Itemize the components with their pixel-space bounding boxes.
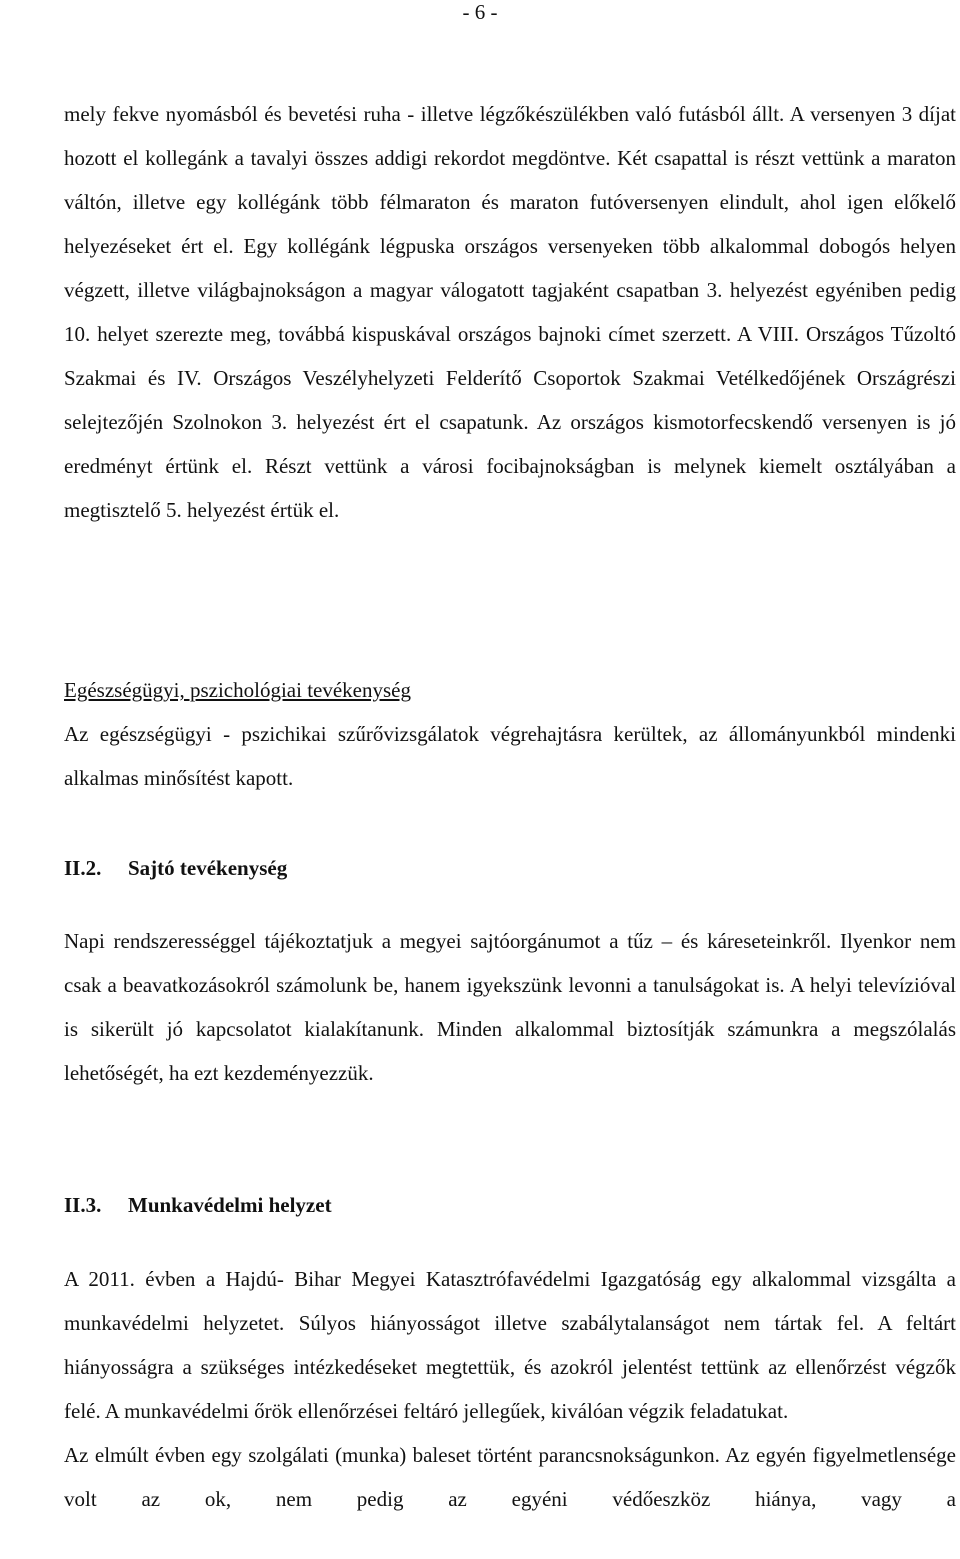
section-2-title: Sajtó tevékenység bbox=[128, 856, 288, 880]
safety-paragraph-1: A 2011. évben a Hajdú- Bihar Megyei Katasztrófavédelmi Igazgatóság egy alkalommal vizsgálta a munkavédelmi helyzetet. Súlyos hiányosságot illetve szabálytalanságot nem tártak fel. A feltárt hiányosságra a szükséges intézkedéseket megtettük, és azokról jelentést tettünk az ellenőrzést végzők felé. A munkavédelmi őrök ellenőrzései feltáró jellegűek, kiválóan végzik feladatukat. bbox=[64, 1267, 956, 1423]
safety-section bbox=[64, 1257, 956, 1521]
press-paragraph: Napi rendszerességgel tájékoztatjuk a megyei sajtóorgánumot a tűz – és káreseteinkről. Ilyenkor nem csak a beavatkozásokról számolunk be, hanem igyekszünk levonni a tanulságokat is. A helyi televízióval is sikerült jó kapcsolatot kialakítanunk. Minden alkalommal biztosítják számunkra a megszólalás lehetőségét, ha ezt kezdeményezzük. bbox=[64, 929, 956, 1085]
safety-paragraph-2: Az elmúlt évben egy szolgálati (munka) baleset történt parancsnokságunkon. Az egyén figyelmetlensége volt az ok, nem pedig az egyéni védőeszköz hiánya, vagy a bbox=[64, 1443, 956, 1511]
health-heading: Egészségügyi, pszichológiai tevékenység bbox=[64, 678, 411, 702]
page-number: - 6 - bbox=[462, 0, 498, 24]
press-section bbox=[64, 919, 956, 1095]
sports-results-paragraph: mely fekve nyomásból és bevetési ruha - illetve légzőkészülékben való futásból állt. A versenyen 3 díjat hozott el kollegánk a tavalyi összes addigi rekordot megdöntve. Két csapattal is részt vettünk a maraton váltón, illetve egy kollégánk több félmaraton és maraton futóversenyen elindult, ahol igen előkelő helyezéseket ért el. Egy kollégánk légpuska országos versenyeken több alkalommal dobogós helyen végzett, illetve világbajnokságon a magyar válogatott tagjaként csapatban 3. helyezést egyéniben pedig 10. helyet szerezte meg, továbbá kispuskával országos bajnoki címet szerzett. A VIII. Országos Tűzoltó Szakmai és IV. Országos Veszélyhelyzeti Felderítő Csoportok Szakmai Vetélkedőjének Országrészi selejtezőjén Szolnokon 3. helyezést ért el csapatunk. Az országos kismotorfecskendő versenyen is jó eredményt értünk el. Részt vettünk a városi focibajnokságban is melynek kiemelt osztályában a megtisztelő 5. helyezést értük el. bbox=[64, 102, 956, 522]
health-paragraph: Az egészségügyi - pszichikai szűrővizsgálatok végrehajtásra kerültek, az állományunkból mindenki alkalmas minősítést kapott. bbox=[64, 722, 956, 790]
section-3-title: Munkavédelmi helyzet bbox=[128, 1193, 332, 1217]
intro-paragraph-block bbox=[64, 92, 956, 532]
health-section bbox=[64, 668, 956, 800]
section-2-number: II.2. bbox=[64, 856, 102, 880]
section-3-number: II.3. bbox=[64, 1193, 102, 1217]
